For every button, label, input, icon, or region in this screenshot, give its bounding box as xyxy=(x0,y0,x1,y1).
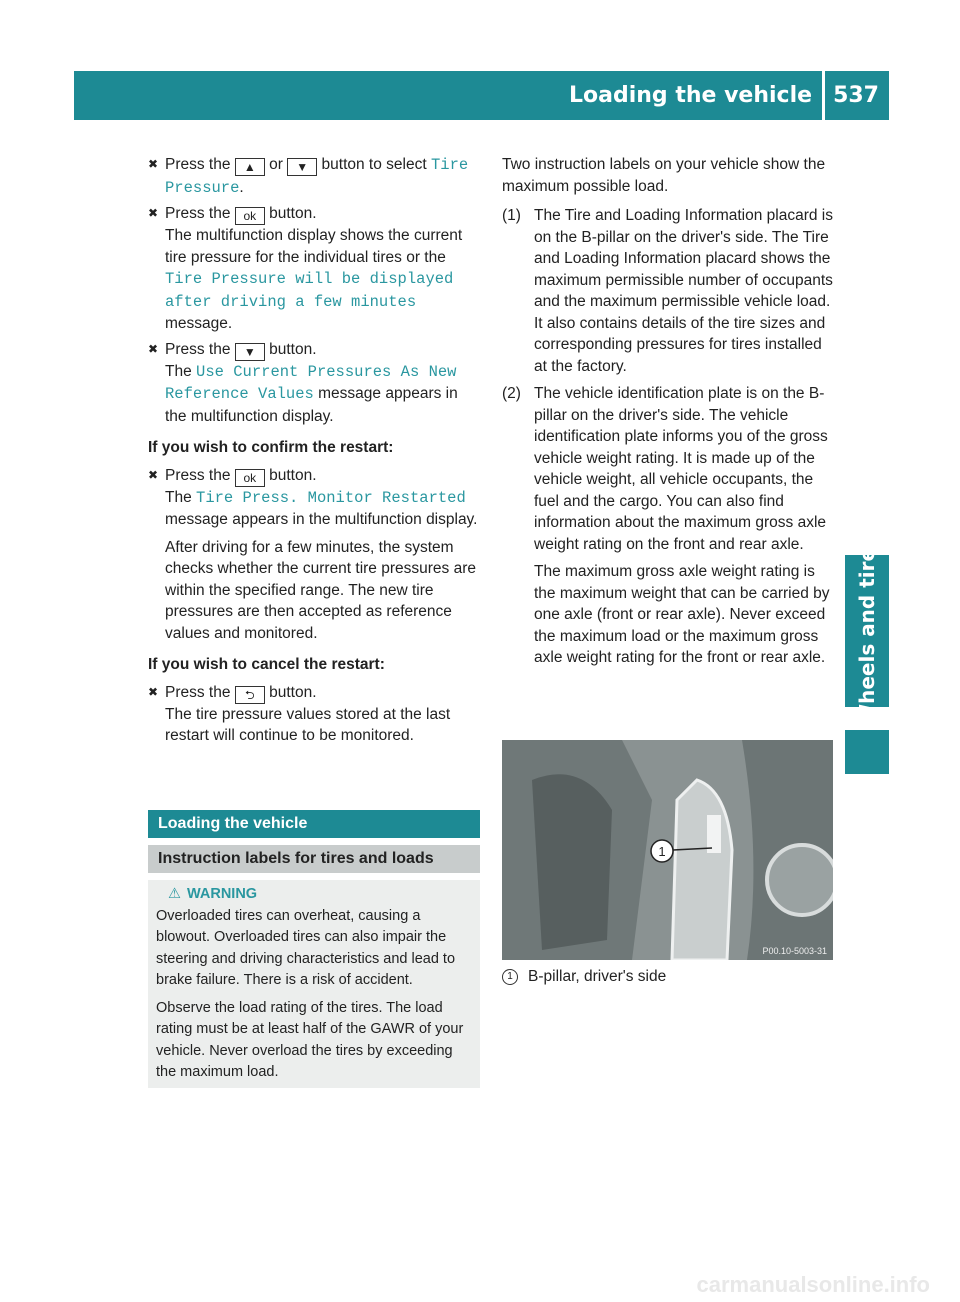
arrow-icon: ✖ xyxy=(148,206,159,220)
step-select: ✖ Press the ▲ or ▼ button to select Tire Pressure. xyxy=(148,156,469,197)
down-key-icon: ▼ xyxy=(235,343,265,361)
callout-1-icon: 1 xyxy=(502,969,518,985)
caption-text: B-pillar, driver's side xyxy=(528,968,667,985)
ok-key-icon: ok xyxy=(235,207,265,225)
down-key-icon: ▼ xyxy=(287,158,317,176)
warning-triangle-icon: ⚠ xyxy=(168,886,181,902)
car-door-illustration xyxy=(502,740,833,960)
side-tab xyxy=(845,536,889,726)
after-paragraph: After driving for a few minutes, the system checks whether the current tire pressures are within the specified range. The new tire pressures are then accepted as reference values and monitored. xyxy=(165,538,476,642)
up-key-icon: ▲ xyxy=(235,158,265,176)
b-pillar-photo xyxy=(502,740,833,960)
step-confirm: ✖ Press the ok button. The Tire Press. Monitor Restarted message appears in the multifunction display. xyxy=(148,466,478,528)
back-key-icon: ⮌ xyxy=(235,686,265,704)
intro-paragraph: Two instruction labels on your vehicle show the maximum possible load. xyxy=(502,156,826,195)
arrow-icon: ✖ xyxy=(148,341,159,356)
label-item-2: (2) The vehicle identification plate is on the B-pillar on the driver's side. The vehicle identification plate informs you of the gross vehicle weight rating. It is made up of the vehicle weight, all vehicle occupants, the fuel and the cargo. You can also find information about the maximum gross axle weight rating on the front and rear axle. The maximum gross axle weight rating is the maximum weight that can be carried by one axle (front or rear axle). Never exceed the maximum load or the maximum gross axle weight rating for the front or rear axle. xyxy=(502,385,830,666)
arrow-icon: ✖ xyxy=(148,684,159,699)
right-column xyxy=(502,154,835,675)
display-text: Tire Press. Monitor Restarted xyxy=(196,488,466,507)
callout-number: 1 xyxy=(658,844,666,859)
display-text: Use Current Pressures As New Reference Values xyxy=(165,362,457,403)
photo-caption xyxy=(502,968,666,986)
ok-key-icon: ok xyxy=(235,469,265,487)
cancel-heading: If you wish to cancel the restart: xyxy=(148,656,385,673)
arrow-icon: ✖ xyxy=(148,157,159,171)
photo-code: P00.10-5003-31 xyxy=(762,946,827,956)
step-down: ✖ Press the ▼ button. The Use Current Pressures As New Reference Values message appears in the multifunction display. xyxy=(148,340,458,425)
arrow-icon: ✖ xyxy=(148,467,159,482)
section-heading-labels: Instruction labels for tires and loads xyxy=(148,845,480,873)
side-tab-label: Wheels and tires xyxy=(855,536,880,726)
display-text: Tire Pressure will be displayed after driving a few minutes xyxy=(165,270,454,311)
warning-paragraph-2: Observe the load rating of the tires. The load rating must be at least half of the GAWR of your vehicle. Never overload the tires by exceeding the maximum load. xyxy=(156,999,464,1080)
section-heading-loading: Loading the vehicle xyxy=(148,810,480,838)
page-header xyxy=(74,71,889,120)
label-item-1: (1) The Tire and Loading Information placard is on the B-pillar on the driver's side. The Tire and Loading Information placard shows the maximum permissible number of occupants and the maximum permissible vehicle load. It also contains details of the tire sizes and corresponding pressures for tires installed at the factory. xyxy=(502,207,833,375)
warning-heading: ⚠ WARNING xyxy=(168,886,258,902)
warning-paragraph-1: Overloaded tires can overheat, causing a blowout. Overloaded tires can also impair the steering and driving characteristics and lead to brake failure. There is a risk of accident. xyxy=(156,907,456,988)
header-title: Loading the vehicle xyxy=(568,83,813,108)
watermark: carmanualsonline.info xyxy=(696,1272,930,1297)
step-cancel: ✖ Press the ⮌ button. The tire pressure values stored at the last restart will continue to be monitored. xyxy=(148,683,451,744)
side-tab-square xyxy=(845,730,889,774)
display-text: Tire Pressure xyxy=(165,156,469,197)
left-column xyxy=(148,154,480,751)
step-ok: ✖ Press the ok button. The multifunction display shows the current tire pressure for the individual tires or the Tire Pressure will be displayed after driving a few minutes message. xyxy=(148,205,463,332)
warning-box xyxy=(148,880,480,1088)
confirm-heading: If you wish to confirm the restart: xyxy=(148,439,394,456)
page-number: 537 xyxy=(833,83,879,108)
